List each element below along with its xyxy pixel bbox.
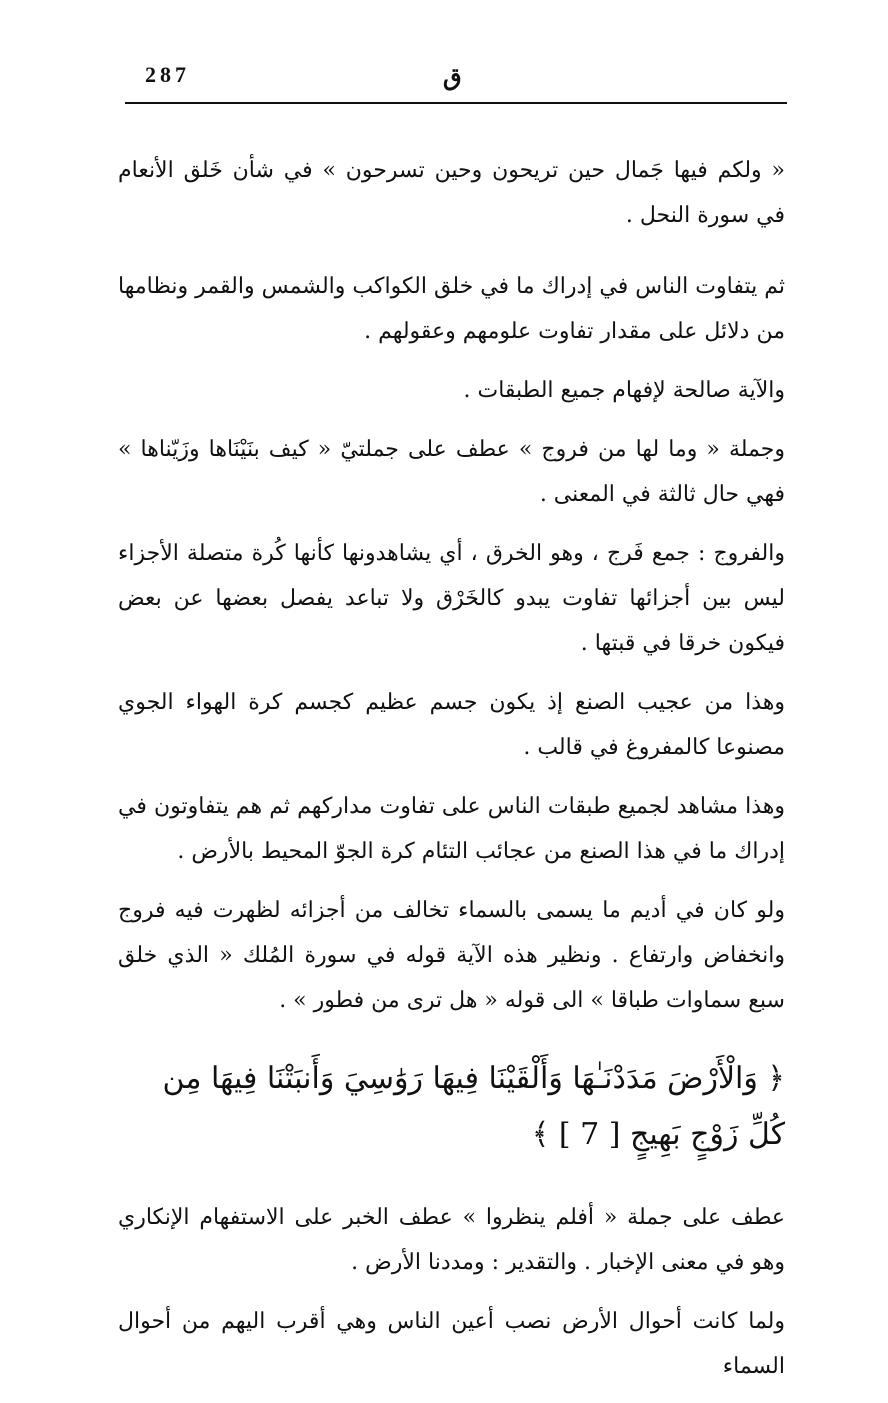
paragraph: ولو كان في أديم ما يسمى بالسماء تخالف من أجزائه لظهرت فيه فروج وانخفاض وارتفاع . ونظير هذه الآية قوله في سورة المُلك « الذي خلق سبع سماوات طباقا » الى قوله « هل ترى من فطور » . [118,898,785,1013]
page-body [118,148,785,1403]
quran-verse: ﴿ وَالْأَرْضَ مَدَدْنَـٰهَا وَأَلْقَيْنَا فِيهَا رَوَٰسِيَ وَأَنبَتْنَا فِيهَا مِن كُلِّ زَوْجٍ بَهِيجٍ [ 7 ] ﴾ [162,1061,785,1152]
page-header [125,58,787,106]
page-number: 287 [145,62,190,87]
commentary-paragraph: ولما كانت أحوال الأرض نصب أعين الناس وهي أقرب اليهم من أحوال السماء [118,1309,785,1379]
paragraph: وهذا مشاهد لجميع طبقات الناس على تفاوت مداركهم ثم هم يتفاوتون في إدراك ما في هذا الصنع من عجائب التئام كرة الجوّ المحيط بالأرض . [118,794,785,864]
paragraph: ثم يتفاوت الناس في إدراك ما في خلق الكواكب والشمس والقمر ونظامها من دلائل على مقدار تفاوت علومهم وعقولهم . [118,274,785,344]
paragraph: والفروج : جمع فَرج ، وهو الخرق ، أي يشاهدونها كأنها كُرة متصلة الأجزاء ليس بين أجزائها تفاوت يبدو كالخَرْق ولا تباعد يفصل بعضها عن بعض فيكون خرقا في قبتها . [118,541,785,656]
paragraph: وجملة « وما لها من فروج » عطف على جملتيّ « كيف بنَيْنَاها وزَيّناها » فهي حال ثالثة في المعنى . [118,437,785,507]
commentary-paragraph: عطف على جملة « أفلم ينظروا » عطف الخبر على الاستفهام الإنكاري وهو في معنى الإخبار . والتقدير : ومددنا الأرض . [118,1205,785,1275]
surah-name: ق [443,62,462,91]
header-rule [125,102,787,104]
paragraph: « ولكم فيها جَمال حين تريحون وحين تسرحون » في شأن خَلق الأنعام في سورة النحل . [118,158,785,228]
paragraph: والآية صالحة لإفهام جميع الطبقات . [463,378,785,403]
paragraph: وهذا من عجيب الصنع إذ يكون جسم عظيم كجسم كرة الهواء الجوي مصنوعا كالمفروغ في قالب . [118,690,785,760]
